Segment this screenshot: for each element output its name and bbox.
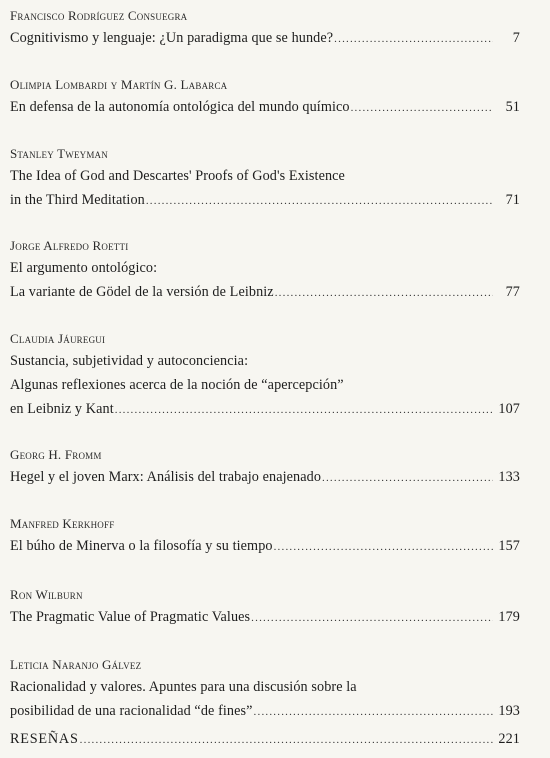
toc-entry-resenas bbox=[10, 727, 520, 751]
entry-title: en Leibniz y Kant bbox=[10, 401, 114, 417]
entry-title: Cognitivismo y lenguaje: ¿Un paradigma que se hunde? bbox=[10, 30, 334, 46]
entry-author: Leticia Naranjo Gálvez bbox=[10, 657, 142, 672]
dot-leader bbox=[275, 281, 493, 305]
entry-page-number: 77 bbox=[505, 284, 520, 300]
entry-title: Algunas reflexiones acerca de la noción de “apercepción” bbox=[10, 377, 344, 393]
entry-page-number: 193 bbox=[498, 703, 520, 719]
entry-page-number: 7 bbox=[512, 30, 520, 46]
entry-title-line bbox=[10, 465, 520, 489]
toc-entry bbox=[10, 144, 520, 212]
toc-entry bbox=[10, 75, 520, 119]
dot-leader bbox=[254, 700, 493, 724]
dot-leader bbox=[334, 27, 493, 51]
toc-entry bbox=[10, 236, 520, 304]
resenas-page-number: 221 bbox=[498, 731, 520, 747]
entry-page-number: 107 bbox=[498, 401, 520, 417]
dot-leader bbox=[274, 535, 493, 559]
entry-title: The Pragmatic Value of Pragmatic Values bbox=[10, 609, 251, 625]
entry-page-number: 179 bbox=[498, 609, 520, 625]
entry-title: The Idea of God and Descartes' Proofs of God's Existence bbox=[10, 168, 345, 184]
entry-author: Ron Wilburn bbox=[10, 587, 83, 602]
entry-title-line bbox=[10, 397, 520, 421]
entry-title: Hegel y el joven Marx: Análisis del trabajo enajenado bbox=[10, 469, 322, 485]
entry-title: Sustancia, subjetividad y autoconciencia: bbox=[10, 353, 249, 369]
entry-title: El argumento ontológico: bbox=[10, 260, 158, 276]
entry-title: En defensa de la autonomía ontológica del mundo químico bbox=[10, 99, 350, 115]
entry-author: Stanley Tweyman bbox=[10, 146, 108, 161]
table-of-contents bbox=[10, 0, 520, 758]
entry-title: La variante de Gödel de la versión de Leibniz bbox=[10, 284, 274, 300]
dot-leader bbox=[80, 728, 493, 752]
dot-leader bbox=[322, 466, 493, 490]
entry-author: Manfred Kerkhoff bbox=[10, 516, 115, 531]
entry-author: Olimpia Lombardi y Martín G. Labarca bbox=[10, 77, 228, 92]
entry-title-line bbox=[10, 534, 520, 558]
entry-title-line bbox=[10, 26, 520, 50]
toc-entry bbox=[10, 329, 520, 421]
entry-author: Jorge Alfredo Roetti bbox=[10, 238, 129, 253]
toc-entry bbox=[10, 585, 520, 629]
entry-page-number: 51 bbox=[505, 99, 520, 115]
entry-title: El búho de Minerva o la filosofía y su tiempo bbox=[10, 538, 273, 554]
entry-title-line bbox=[10, 699, 520, 723]
entry-title: in the Third Meditation bbox=[10, 192, 145, 208]
entry-author: Claudia Jáuregui bbox=[10, 331, 106, 346]
dot-leader bbox=[146, 189, 493, 213]
entry-title-line bbox=[10, 727, 520, 751]
dot-leader bbox=[351, 96, 493, 120]
toc-entry bbox=[10, 514, 520, 558]
entry-page-number: 71 bbox=[505, 192, 520, 208]
entry-author: Georg H. Fromm bbox=[10, 447, 102, 462]
toc-entry bbox=[10, 445, 520, 489]
toc-entry bbox=[10, 6, 520, 50]
dot-leader bbox=[115, 398, 493, 422]
entry-title: posibilidad de una racionalidad “de fines” bbox=[10, 703, 253, 719]
dot-leader bbox=[251, 606, 493, 630]
resenas-label: RESEÑAS bbox=[10, 731, 79, 747]
entry-page-number: 133 bbox=[498, 469, 520, 485]
entry-author: Francisco Rodríguez Consuegra bbox=[10, 8, 188, 23]
entry-title-line bbox=[10, 605, 520, 629]
entry-title: Racionalidad y valores. Apuntes para una discusión sobre la bbox=[10, 679, 357, 695]
entry-page-number: 157 bbox=[498, 538, 520, 554]
toc-entry bbox=[10, 655, 520, 723]
entry-title-line bbox=[10, 95, 520, 119]
entry-title-line bbox=[10, 188, 520, 212]
entry-title-line bbox=[10, 280, 520, 304]
